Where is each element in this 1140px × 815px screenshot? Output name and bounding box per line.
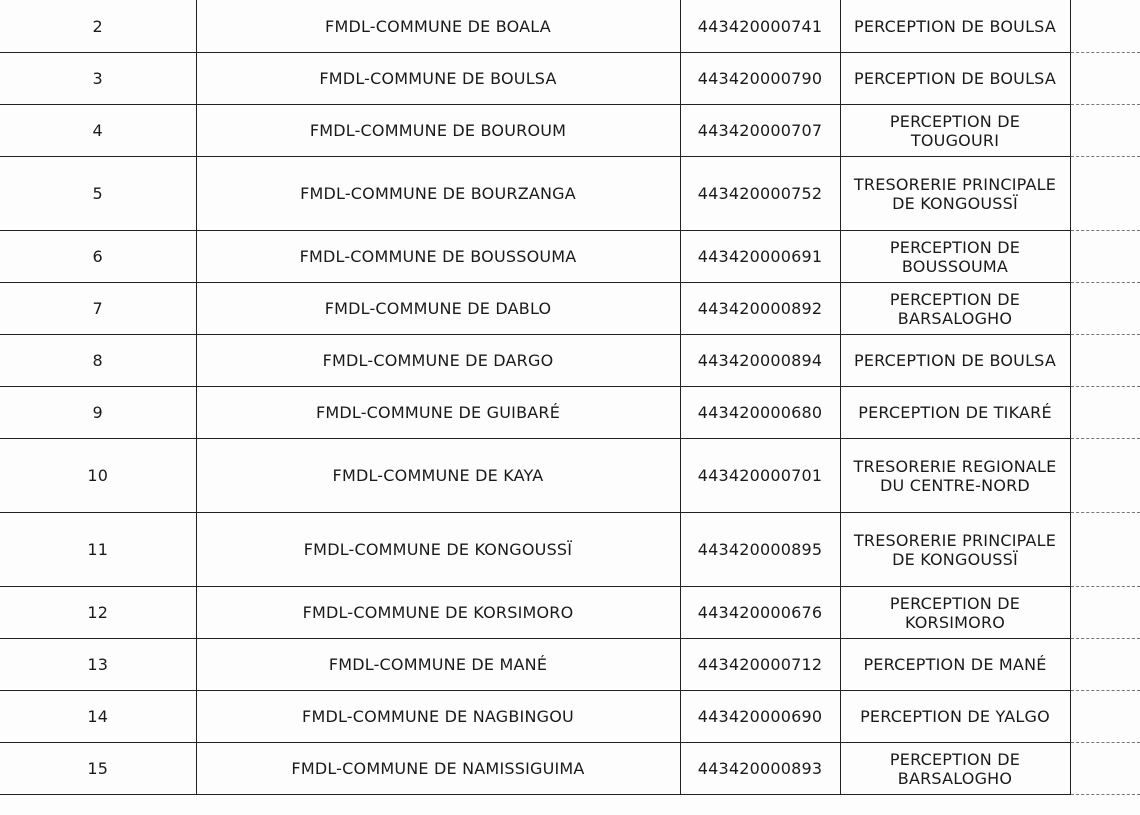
table-row: [0, 105, 1140, 157]
row-number-cell: 2: [0, 0, 196, 53]
table-row: [0, 0, 1140, 53]
row-number-cell: 5: [0, 157, 196, 231]
perception-cell: PERCEPTION DE KORSIMORO: [840, 587, 1070, 639]
row-number-cell: 9: [0, 387, 196, 439]
perception-cell: PERCEPTION DE BARSALOGHO: [840, 283, 1070, 335]
commune-name-cell: FMDL-COMMUNE DE KORSIMORO: [196, 587, 680, 639]
row-number-cell: 4: [0, 105, 196, 157]
account-number-cell: 443420000894: [680, 335, 840, 387]
table-row: [0, 335, 1140, 387]
account-number-cell: 443420000691: [680, 231, 840, 283]
table-row: [0, 439, 1140, 513]
blank-column-cell: [1070, 587, 1140, 639]
perception-cell: PERCEPTION DE BOUSSOUMA: [840, 231, 1070, 283]
account-number-cell: 443420000690: [680, 691, 840, 743]
perception-cell: PERCEPTION DE TOUGOURI: [840, 105, 1070, 157]
account-number-cell: 443420000752: [680, 157, 840, 231]
account-number-cell: 443420000680: [680, 387, 840, 439]
account-number-cell: 443420000701: [680, 439, 840, 513]
perception-cell: TRESORERIE PRINCIPALE DE KONGOUSSÏ: [840, 513, 1070, 587]
blank-column-cell: [1070, 387, 1140, 439]
commune-name-cell: FMDL-COMMUNE DE BOALA: [196, 0, 680, 53]
row-number-cell: 10: [0, 439, 196, 513]
row-number-cell: 11: [0, 513, 196, 587]
account-number-cell: 443420000790: [680, 53, 840, 105]
row-number-cell: 13: [0, 639, 196, 691]
blank-column-cell: [1070, 231, 1140, 283]
account-number-cell: 443420000741: [680, 0, 840, 53]
table-row: [0, 283, 1140, 335]
blank-column-cell: [1070, 0, 1140, 53]
blank-column-cell: [1070, 691, 1140, 743]
perception-cell: PERCEPTION DE BOULSA: [840, 335, 1070, 387]
blank-column-cell: [1070, 105, 1140, 157]
blank-column-cell: [1070, 157, 1140, 231]
table-row: [0, 691, 1140, 743]
perception-cell: PERCEPTION DE MANÉ: [840, 639, 1070, 691]
table-row: [0, 587, 1140, 639]
table-row: [0, 157, 1140, 231]
table-row: [0, 387, 1140, 439]
table-row: [0, 513, 1140, 587]
blank-column-cell: [1070, 513, 1140, 587]
commune-name-cell: FMDL-COMMUNE DE NAMISSIGUIMA: [196, 743, 680, 795]
commune-name-cell: FMDL-COMMUNE DE GUIBARÉ: [196, 387, 680, 439]
account-number-cell: 443420000893: [680, 743, 840, 795]
blank-column-cell: [1070, 53, 1140, 105]
commune-name-cell: FMDL-COMMUNE DE NAGBINGOU: [196, 691, 680, 743]
account-number-cell: 443420000707: [680, 105, 840, 157]
row-number-cell: 6: [0, 231, 196, 283]
perception-cell: PERCEPTION DE BOULSA: [840, 0, 1070, 53]
account-number-cell: 443420000712: [680, 639, 840, 691]
account-number-cell: 443420000895: [680, 513, 840, 587]
perception-cell: PERCEPTION DE YALGO: [840, 691, 1070, 743]
account-number-cell: 443420000892: [680, 283, 840, 335]
perception-cell: PERCEPTION DE BARSALOGHO: [840, 743, 1070, 795]
table-row: [0, 743, 1140, 795]
table-row: [0, 53, 1140, 105]
commune-name-cell: FMDL-COMMUNE DE BOULSA: [196, 53, 680, 105]
blank-column-cell: [1070, 283, 1140, 335]
row-number-cell: 12: [0, 587, 196, 639]
table-row: [0, 231, 1140, 283]
perception-cell: TRESORERIE PRINCIPALE DE KONGOUSSÏ: [840, 157, 1070, 231]
blank-column-cell: [1070, 639, 1140, 691]
commune-name-cell: FMDL-COMMUNE DE DABLO: [196, 283, 680, 335]
commune-name-cell: FMDL-COMMUNE DE BOUSSOUMA: [196, 231, 680, 283]
commune-name-cell: FMDL-COMMUNE DE KAYA: [196, 439, 680, 513]
perception-cell: TRESORERIE REGIONALE DU CENTRE-NORD: [840, 439, 1070, 513]
commune-name-cell: FMDL-COMMUNE DE BOUROUM: [196, 105, 680, 157]
commune-name-cell: FMDL-COMMUNE DE BOURZANGA: [196, 157, 680, 231]
blank-column-cell: [1070, 335, 1140, 387]
table-row: [0, 639, 1140, 691]
commune-name-cell: FMDL-COMMUNE DE DARGO: [196, 335, 680, 387]
perception-cell: PERCEPTION DE BOULSA: [840, 53, 1070, 105]
blank-column-cell: [1070, 439, 1140, 513]
blank-column-cell: [1070, 743, 1140, 795]
perception-cell: PERCEPTION DE TIKARÉ: [840, 387, 1070, 439]
commune-name-cell: FMDL-COMMUNE DE MANÉ: [196, 639, 680, 691]
row-number-cell: 15: [0, 743, 196, 795]
row-number-cell: 7: [0, 283, 196, 335]
account-number-cell: 443420000676: [680, 587, 840, 639]
row-number-cell: 3: [0, 53, 196, 105]
row-number-cell: 14: [0, 691, 196, 743]
row-number-cell: 8: [0, 335, 196, 387]
commune-name-cell: FMDL-COMMUNE DE KONGOUSSÏ: [196, 513, 680, 587]
